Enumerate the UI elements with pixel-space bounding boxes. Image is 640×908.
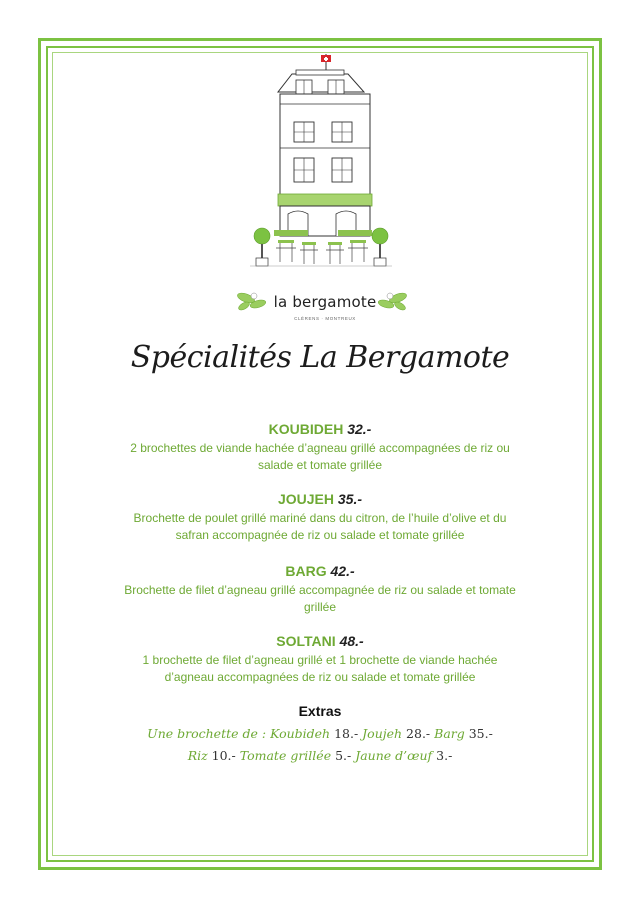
logo-subtext: CLÉRENS · MONTREUX (294, 316, 356, 321)
extra-koubideh: Koubideh (270, 726, 335, 741)
item-name: KOUBIDEH (268, 421, 344, 437)
item-price: 42.- (330, 563, 355, 579)
extras-heading: Extras (298, 703, 342, 719)
extra-joujeh: Joujeh (358, 726, 407, 741)
item-description-line: grillée (303, 600, 336, 614)
extra-joujeh-price: 28.- (406, 726, 431, 741)
item-price: 35.- (337, 491, 363, 507)
extra-jaune: Jaune d’œuf (351, 748, 437, 763)
item-description-line: 2 brochettes de viande hachée d’agneau grillé accompagnées de riz ou (130, 441, 510, 455)
menu-item-koubideh (60, 420, 580, 474)
logo-wordmark: la bergamote (273, 293, 377, 311)
extra-riz-price: 10.- (211, 748, 236, 763)
item-name: SOLTANI (276, 633, 336, 649)
extra-koubideh-price: 18.- (334, 726, 359, 741)
item-name: BARG (285, 563, 327, 579)
item-name: JOUJEH (277, 491, 334, 507)
extra-riz: Riz (187, 748, 212, 763)
item-price: 48.- (339, 633, 364, 649)
extras-line-brochettes (0, 726, 640, 741)
extra-barg: Barg (430, 726, 469, 741)
extra-jaune-price: 3.- (436, 748, 453, 763)
extras-prefix: Une brochette de : (147, 726, 271, 741)
extra-tomate: Tomate grillée (235, 748, 336, 763)
item-description-line: salade et tomate grillée (257, 458, 383, 472)
item-description-line: d’agneau accompagnées de riz ou salade et tomate grillée (164, 670, 476, 684)
item-description-line: Brochette de poulet grillé mariné dans du citron, de l’huile d’olive et du (133, 511, 507, 525)
item-description-line: 1 brochette de filet d’agneau grillé et 1 brochette de viande hachée (142, 653, 498, 667)
menu-title: Spécialités La Bergamote (130, 340, 510, 375)
menu-item-soltani (60, 632, 580, 686)
item-price: 32.- (347, 421, 372, 437)
extra-barg-price: 35.- (468, 726, 493, 741)
extra-tomate-price: 5.- (335, 748, 352, 763)
menu-item-joujeh (60, 490, 580, 544)
item-description-line: safran accompagnée de riz ou salade et tomate grillée (175, 528, 465, 542)
item-description-line: Brochette de filet d’agneau grillé accompagnée de riz ou salade et tomate (124, 583, 516, 597)
extras-line-sides (0, 748, 640, 763)
menu-item-barg (60, 562, 580, 616)
restaurant-building-illustration (240, 52, 400, 272)
